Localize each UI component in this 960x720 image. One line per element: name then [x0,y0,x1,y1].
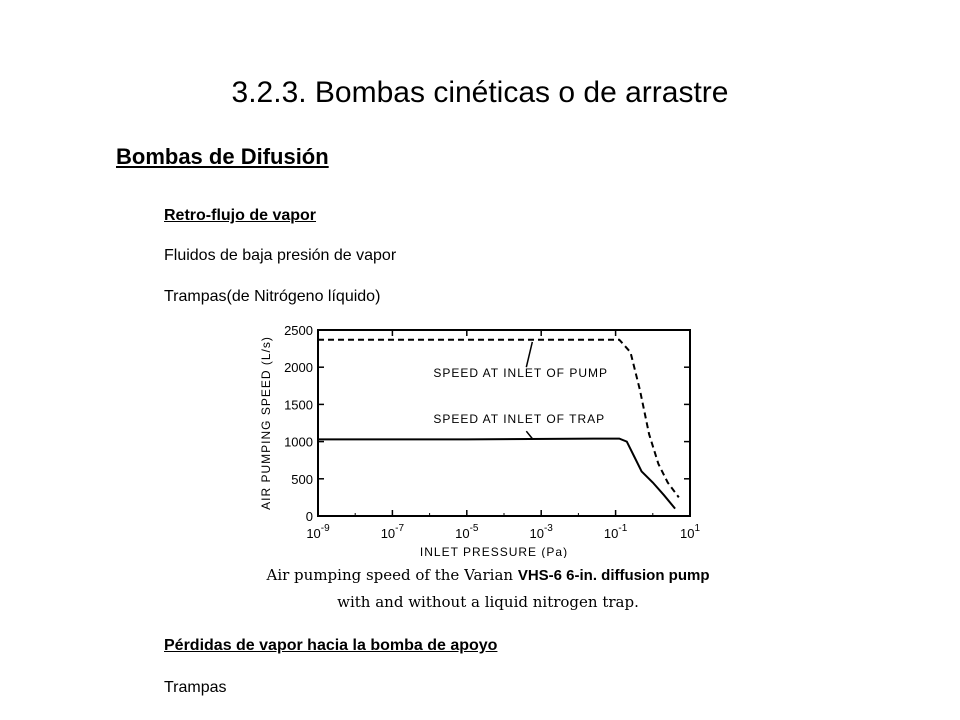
figure-caption [228,562,748,615]
x-tick-label: $10^{-3}$ [529,523,553,541]
pumping-speed-chart [248,318,708,558]
x-tick-label: $10^{-5}$ [455,523,479,541]
y-tick-label: 2500 [284,323,313,338]
item-low-vapor-fluids: Fluidos de baja presión de vapor [164,247,397,264]
item-traps: Trampas [164,679,227,696]
caption-line1-b: VHS-6 6-in. diffusion pump [517,567,710,584]
section-subtitle: Bombas de Difusión [116,144,329,169]
item-backflow: Retro-flujo de vapor [164,207,317,224]
y-axis-label: AIR PUMPING SPEED (L/s) [259,336,273,510]
x-tick-label: $10^{-7}$ [380,523,405,541]
x-tick-label: $10^{-9}$ [306,523,330,541]
y-tick-label: 2000 [284,360,313,376]
x-tick-label: $10^{-1}$ [603,523,628,541]
y-tick-label: 1000 [284,434,313,450]
item-nitrogen-traps: Trampas(de Nitrógeno líquido) [164,288,381,305]
x-axis-label: INLET PRESSURE (Pa) [419,545,569,558]
y-tick-label: 500 [291,471,313,487]
annotation-leader [526,342,532,367]
annotation-label: SPEED AT INLET OF PUMP [433,365,609,380]
item-vapor-losses: Pérdidas de vapor hacia la bomba de apoyo [164,637,498,654]
y-tick-label: 0 [305,509,313,524]
y-tick-label: 1500 [284,397,313,413]
caption-line2: with and without a liquid nitrogen trap. [337,593,639,611]
slide-title: 3.2.3. Bombas cinéticas o de arrastre [231,76,729,109]
annotation-label: SPEED AT INLET OF TRAP [433,412,606,426]
series-line-trap-inlet [318,439,675,509]
annotation-leader [526,431,532,438]
caption-line1-a: Air pumping speed of the Varian [266,566,514,584]
x-tick-label: $10^1$ [679,523,701,541]
